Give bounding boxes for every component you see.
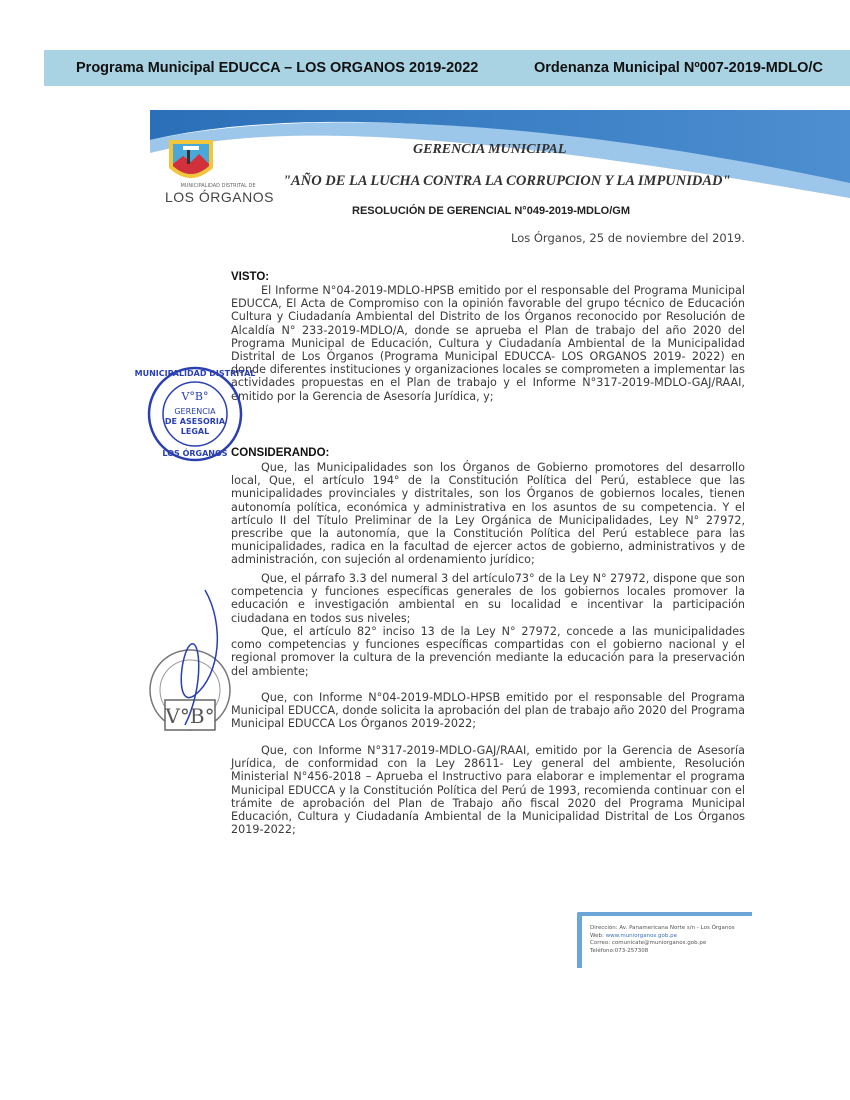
footer-address: Dirección: Av. Panamericana Norte s/n - Los Órganos xyxy=(590,925,735,931)
considerando-paragraph-1: Que, las Municipalidades son los Órganos de Gobierno promotores del desarrollo local, Que, el artículo 194° de la Constitución Política del Perú, establece que las municipalidades provinciales y distritales, son los Órganos de gobiernos locales, tienen autonomía política, económica y administrativa en los asuntos de su competencia. Y el artículo II del Título Preliminar de la Ley Orgánica de Municipalidades, Ley N° 27972, prescribe que la autonomía, que la Constitución Política del Perú establece para las municipalidades, radica en la facultad de ejercer actos de gobierno, administrativos y de administración, con sujeción al ordenamiento jurídico; xyxy=(231,461,745,567)
stamp-line-2: DE ASESORIA xyxy=(164,417,226,426)
logo-caption: LOS ÓRGANOS xyxy=(165,189,274,205)
municipality-logo xyxy=(165,138,217,184)
stamp-text-top: MUNICIPALIDAD DISTRITAL xyxy=(134,369,256,378)
year-motto: "AÑO DE LA LUCHA CONTRA LA CORRUPCION Y LA IMPUNIDAD" xyxy=(283,173,731,189)
logo-caption-small: MUNICIPALIDAD DISTRITAL DE xyxy=(180,183,256,189)
page-header-bar xyxy=(44,50,850,86)
footer-phone: Teléfono:073-257308 xyxy=(590,947,649,954)
resolution-title: RESOLUCIÓN DE GERENCIAL N°049-2019-MDLO/GM xyxy=(352,205,631,217)
office-title: GERENCIA MUNICIPAL xyxy=(413,142,567,157)
considerando-paragraph-3: Que, el artículo 82° inciso 13 de la Ley N° 27972, concede a las municipalidades como competencias y funciones específicas compartidas con el gobierno nacional y el regional promover la cultura de la prevención mediante la educación para la preservación del ambiente; xyxy=(231,625,745,678)
stamp-vobo-text: V°B° xyxy=(165,704,215,728)
visto-paragraph: El Informe N°04-2019-MDLO-HPSB emitido por el responsable del Programa Municipal EDUCCA, El Acta de Compromiso con la opinión favorable del grupo técnico de Educación Cultura y Ciudadanía Ambiental del Distrito de los Órganos reconocido por Resolución de Alcaldía N° 233-2019-MDLO/A, donde se aprueba el Plan de trabajo del año 2020 del Programa Municipal de Educación, Cultura y Ciudadanía Ambiental de la Municipalidad Distrital de Los Órganos (Programa Municipal EDUCCA- LOS ORGANOS 2019- 2022) en donde diferentes instituciones y organizaciones locales se comprometen a implementar las actividades propuestas en el Plan de trabajo y el Informe N°317-2019-MDLO-GAJ/RAAI, emitido por la Gerencia de Asesoría Jurídica, y; xyxy=(231,284,745,403)
legal-advisory-stamp xyxy=(134,362,256,467)
considerando-paragraph-5: Que, con Informe N°317-2019-MDLO-GAJ/RAAI, emitido por la Gerencia de Asesoría Jurídica, de conformidad con la Ley 28611- Ley general del ambiente, Resolución Ministerial N°456-2018 – Aprueba el Instructivo para elaborar e implementar el programa Municipal EDUCCA y la Constitución Política del Perú de 1993, recomienda continuar con el trámite de aprobación del Plan de Trabajo año fiscal 2020 del Programa Municipal Educación, Cultura y Ciudadanía Ambiental de la Municipalidad Distrital de Los Órganos 2019-2022; xyxy=(231,744,745,837)
footer-contact-block xyxy=(577,912,752,968)
considerando-heading: CONSIDERANDO: xyxy=(231,447,330,459)
footer-email: Correo: comunicate@muniorganos.gob.pe xyxy=(590,940,707,946)
visto-heading: VISTO: xyxy=(231,271,270,283)
considerando-paragraph-2: Que, el párrafo 3.3 del numeral 3 del artículo73° de la Ley N° 27972, dispone que son competencia y funciones específicas generales de los gobiernos locales promover la educación e investigación ambiental en su localidad e incentivar la participación ciudadana en todos sus niveles; xyxy=(231,572,745,625)
document-date: Los Órganos, 25 de noviembre del 2019. xyxy=(510,231,745,245)
stamp-text-bottom: LOS ÓRGANOS xyxy=(162,449,228,458)
considerando-paragraph-4: Que, con Informe N°04-2019-MDLO-HPSB emitido por el responsable del Programa Municipal EDUCCA, donde solicita la aprobación del plan de trabajo año 2020 del Programa Municipal EDUCCA Los Órganos 2019-2022; xyxy=(231,691,745,731)
stamp-vobo: V°B° xyxy=(181,390,209,403)
header-program-title: Programa Municipal EDUCCA – LOS ORGANOS 2019-2022 xyxy=(76,60,479,76)
stamp-line-3: LEGAL xyxy=(180,427,210,436)
footer-web xyxy=(590,933,752,941)
stamp-line-1: GERENCIA xyxy=(174,407,216,416)
vobo-stamp-with-signature xyxy=(145,585,245,760)
footer-web-link[interactable]: www.muniorganos.gob.pe xyxy=(605,932,678,939)
footer-web-label: Web: xyxy=(590,932,606,939)
header-ordinance-number: Ordenanza Municipal Nº007-2019-MDLO/C xyxy=(534,60,823,76)
